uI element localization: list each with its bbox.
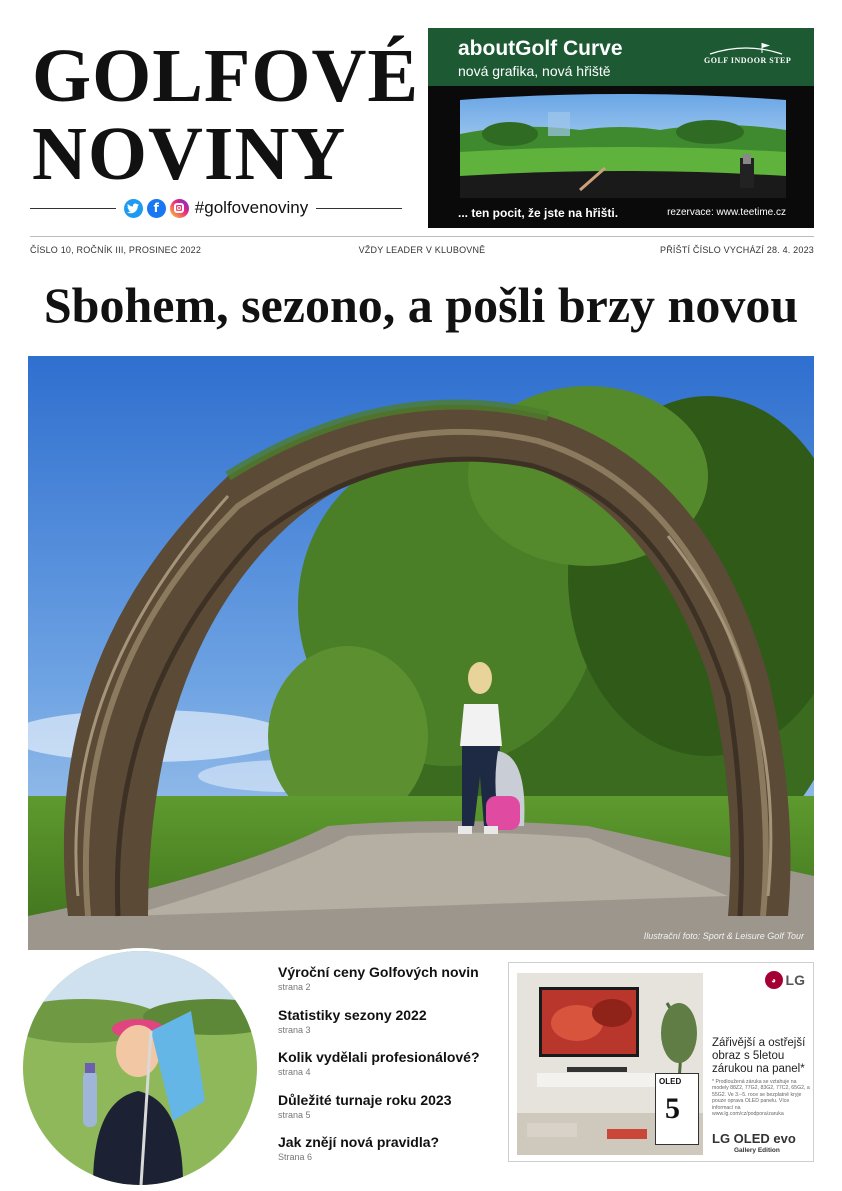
player-trophy-image (23, 951, 257, 1185)
issue-number: ČÍSLO 10, ROČNÍK III, PROSINEC 2022 (30, 245, 202, 255)
flag-icon (704, 42, 788, 56)
main-photo (28, 356, 814, 950)
social-icons (116, 198, 316, 218)
ad-aboutgolf-title: aboutGolf Curve (458, 37, 623, 60)
next-issue-date: PŘÍŠTÍ ČÍSLO VYCHÁZÍ 28. 4. 2023 (660, 245, 814, 255)
toc-item-title: Důležité turnaje roku 2023 (278, 1092, 452, 1108)
lg-logo-text: LG (785, 972, 805, 988)
ad-lg-oled[interactable] (508, 962, 814, 1162)
lg-tv-room-image (517, 973, 703, 1155)
lg-logo-icon: ◕ (765, 971, 783, 989)
toc-item-title: Jak znějí nová pravidla? (278, 1134, 440, 1150)
ad-aboutgolf-header (428, 28, 814, 86)
toc-item-page: strana 2 (278, 982, 311, 992)
ad-aboutgolf[interactable] (428, 28, 814, 228)
lg-brand-sub: Gallery Edition (734, 1147, 780, 1154)
toc-item-title: Výroční ceny Golfových novin (278, 964, 479, 980)
oled-badge-title: OLED (659, 1077, 682, 1086)
simulator-screen-image (460, 94, 786, 198)
ad-aboutgolf-reservation-link[interactable]: rezervace: www.teetime.cz (667, 207, 786, 218)
lg-brand: LG OLED evo (712, 1131, 796, 1146)
lg-claim: Zářivější a ostřejší obraz s 5letou zárukou na panel* (712, 1037, 806, 1075)
main-headline: Sbohem, sezono, a pošli brzy novou (43, 277, 799, 333)
photo-credit: Ilustrační foto: Sport & Leisure Golf Tour (643, 931, 804, 941)
ad-aboutgolf-tagline: ... ten pocit, že jste na hřišti. (458, 206, 619, 220)
masthead (30, 28, 420, 228)
masthead-title-line2: NOVINY (32, 112, 347, 196)
divider-left (30, 208, 116, 209)
toc-item-4[interactable] (278, 1092, 498, 1120)
facebook-icon[interactable]: f (147, 199, 166, 218)
toc-item-page: strana 4 (278, 1067, 311, 1077)
toc-item-title: Kolik vydělali profesionálové? (278, 1049, 480, 1065)
toc-item-page: Strana 6 (278, 1152, 313, 1162)
toc-item-2[interactable] (278, 1007, 498, 1035)
twitter-icon[interactable] (124, 199, 143, 218)
golfer-arch-image (28, 356, 814, 950)
oled-warranty-badge (655, 1073, 699, 1145)
lg-logo (765, 971, 805, 989)
toc-item-1[interactable] (278, 964, 498, 992)
toc-item-5[interactable] (278, 1134, 498, 1162)
social-row (30, 196, 402, 220)
oled-badge-number: 5 (665, 1092, 680, 1125)
hashtag[interactable]: #golfovenoviny (194, 198, 309, 217)
instagram-icon[interactable] (170, 199, 189, 218)
toc-item-title: Statistiky sezony 2022 (278, 1007, 427, 1023)
ad-aboutgolf-logo-text: GOLF INDOOR STEP (704, 56, 792, 65)
ad-aboutgolf-subtitle: nová grafika, nová hřiště (458, 63, 611, 79)
toc-item-page: strana 3 (278, 1025, 311, 1035)
golf-indoor-step-logo (704, 42, 792, 72)
issue-motto: VŽDY LEADER V KLUBOVNĚ (358, 245, 486, 255)
player-trophy-photo (20, 948, 260, 1188)
toc-item-3[interactable] (278, 1049, 498, 1077)
toc-item-page: strana 5 (278, 1110, 311, 1120)
divider-right (316, 208, 402, 209)
lg-fine-print: * Prodloužená záruka se vztahuje na modely 88Z2, 77G2, 83G2, 77C2, 65G2, a 55G2. Ve 3.–5. roce se bezplatně kryje pouze oprava OLED panelu. Více informací na www.lg.com/cz/podpora/zaruka (712, 1079, 810, 1118)
masthead-title-line1: GOLFOVÉ (32, 34, 420, 118)
issue-info-bar (30, 236, 814, 260)
